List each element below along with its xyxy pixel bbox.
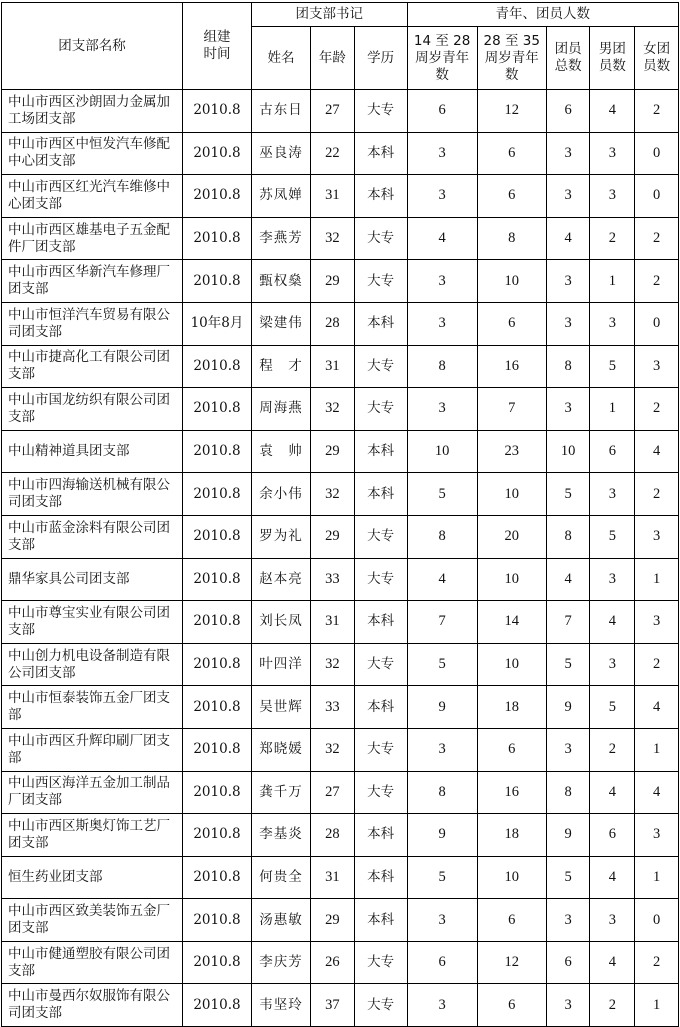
cell-youth-28-35: 12	[477, 941, 546, 984]
cell-youth-14-28: 8	[407, 345, 477, 388]
cell-secretary-name: 袁 帅	[252, 430, 311, 473]
cell-members-total: 6	[546, 941, 590, 984]
table-row	[2, 345, 679, 388]
table-row	[2, 686, 679, 729]
cell-youth-28-35: 6	[477, 899, 546, 942]
cell-youth-14-28: 3	[407, 984, 477, 1027]
cell-secretary-education: 本科	[354, 856, 407, 899]
cell-youth-14-28: 9	[407, 686, 477, 729]
cell-members-total: 3	[546, 388, 590, 431]
cell-members-male: 6	[590, 814, 635, 857]
cell-secretary-education: 本科	[354, 430, 407, 473]
cell-founded: 2010.8	[182, 601, 251, 644]
cell-secretary-education: 大专	[354, 217, 407, 260]
cell-secretary-age: 31	[310, 856, 354, 899]
cell-secretary-education: 本科	[354, 302, 407, 345]
table-row	[2, 728, 679, 771]
cell-secretary-name: 汤惠敏	[252, 899, 311, 942]
cell-members-male: 5	[590, 686, 635, 729]
cell-members-male: 3	[590, 175, 635, 218]
cell-founded: 2010.8	[182, 814, 251, 857]
table-row	[2, 175, 679, 218]
header-members-total: 团员总数	[546, 27, 590, 90]
cell-members-total: 3	[546, 132, 590, 175]
cell-members-total: 9	[546, 686, 590, 729]
cell-members-male: 3	[590, 132, 635, 175]
cell-founded: 2010.8	[182, 473, 251, 516]
cell-members-total: 8	[546, 345, 590, 388]
cell-unit-name: 中山西区海洋五金加工制品厂团支部	[2, 771, 183, 814]
cell-secretary-age: 26	[310, 941, 354, 984]
cell-members-female: 0	[635, 175, 679, 218]
cell-unit-name: 中山市蓝金涂料有限公司团支部	[2, 515, 183, 558]
cell-unit-name: 中山市西区雄基电子五金配件厂团支部	[2, 217, 183, 260]
cell-youth-14-28: 7	[407, 601, 477, 644]
cell-members-female: 0	[635, 302, 679, 345]
cell-unit-name: 鼎华家具公司团支部	[2, 558, 183, 601]
cell-unit-name: 中山市健通塑胶有限公司团支部	[2, 941, 183, 984]
cell-secretary-education: 大专	[354, 345, 407, 388]
cell-founded: 2010.8	[182, 388, 251, 431]
table-body	[2, 90, 679, 1027]
cell-youth-28-35: 14	[477, 601, 546, 644]
header-members-male: 男团员数	[590, 27, 635, 90]
cell-members-male: 2	[590, 984, 635, 1027]
cell-unit-name: 中山市西区升辉印刷厂团支部	[2, 728, 183, 771]
table-row	[2, 941, 679, 984]
cell-secretary-education: 本科	[354, 473, 407, 516]
cell-secretary-education: 本科	[354, 601, 407, 644]
cell-unit-name: 中山精神道具团支部	[2, 430, 183, 473]
cell-unit-name: 中山市西区华新汽车修理厂团支部	[2, 260, 183, 303]
cell-secretary-age: 32	[310, 217, 354, 260]
cell-youth-14-28: 5	[407, 643, 477, 686]
cell-members-total: 4	[546, 558, 590, 601]
cell-secretary-name: 何贵全	[252, 856, 311, 899]
cell-youth-28-35: 8	[477, 217, 546, 260]
cell-founded: 2010.8	[182, 260, 251, 303]
cell-youth-14-28: 5	[407, 473, 477, 516]
cell-youth-14-28: 3	[407, 175, 477, 218]
cell-secretary-name: 李基炎	[252, 814, 311, 857]
cell-founded: 2010.8	[182, 90, 251, 133]
table-row	[2, 984, 679, 1027]
cell-members-male: 4	[590, 771, 635, 814]
cell-secretary-name: 余小伟	[252, 473, 311, 516]
cell-secretary-education: 本科	[354, 175, 407, 218]
cell-secretary-name: 韦坚玲	[252, 984, 311, 1027]
cell-members-female: 1	[635, 558, 679, 601]
cell-youth-28-35: 6	[477, 984, 546, 1027]
cell-founded: 2010.8	[182, 686, 251, 729]
cell-secretary-age: 31	[310, 175, 354, 218]
cell-members-female: 0	[635, 132, 679, 175]
cell-unit-name: 中山市四海输送机械有限公司团支部	[2, 473, 183, 516]
cell-secretary-age: 37	[310, 984, 354, 1027]
cell-secretary-name: 罗为礼	[252, 515, 311, 558]
cell-members-male: 4	[590, 601, 635, 644]
cell-founded: 2010.8	[182, 345, 251, 388]
cell-founded: 2010.8	[182, 132, 251, 175]
cell-members-female: 1	[635, 856, 679, 899]
cell-members-female: 1	[635, 728, 679, 771]
table-row	[2, 899, 679, 942]
cell-youth-14-28: 3	[407, 302, 477, 345]
cell-secretary-age: 29	[310, 260, 354, 303]
table-row	[2, 601, 679, 644]
table-row	[2, 302, 679, 345]
cell-secretary-age: 27	[310, 90, 354, 133]
cell-members-total: 5	[546, 856, 590, 899]
cell-unit-name: 中山市恒洋汽车贸易有限公司团支部	[2, 302, 183, 345]
table-row	[2, 260, 679, 303]
cell-secretary-age: 29	[310, 899, 354, 942]
cell-youth-28-35: 7	[477, 388, 546, 431]
cell-youth-14-28: 10	[407, 430, 477, 473]
cell-secretary-name: 刘长凤	[252, 601, 311, 644]
cell-youth-28-35: 16	[477, 345, 546, 388]
cell-secretary-age: 29	[310, 515, 354, 558]
league-branch-table	[1, 2, 679, 1027]
cell-members-male: 2	[590, 217, 635, 260]
cell-members-male: 3	[590, 473, 635, 516]
cell-members-total: 8	[546, 771, 590, 814]
cell-secretary-age: 27	[310, 771, 354, 814]
cell-members-male: 3	[590, 899, 635, 942]
cell-youth-28-35: 10	[477, 558, 546, 601]
cell-youth-14-28: 6	[407, 941, 477, 984]
cell-members-female: 3	[635, 814, 679, 857]
cell-secretary-age: 31	[310, 601, 354, 644]
cell-unit-name: 中山市国龙纺织有限公司团支部	[2, 388, 183, 431]
cell-secretary-age: 32	[310, 473, 354, 516]
cell-youth-28-35: 23	[477, 430, 546, 473]
cell-unit-name: 中山市恒泰装饰五金厂团支部	[2, 686, 183, 729]
cell-secretary-name: 赵本亮	[252, 558, 311, 601]
cell-members-male: 1	[590, 260, 635, 303]
cell-secretary-education: 大专	[354, 643, 407, 686]
cell-members-male: 3	[590, 302, 635, 345]
table-row	[2, 430, 679, 473]
cell-secretary-name: 李燕芳	[252, 217, 311, 260]
cell-members-female: 2	[635, 217, 679, 260]
cell-members-total: 3	[546, 899, 590, 942]
cell-members-total: 7	[546, 601, 590, 644]
cell-secretary-age: 31	[310, 345, 354, 388]
table-row	[2, 388, 679, 431]
cell-secretary-age: 28	[310, 814, 354, 857]
cell-members-total: 5	[546, 473, 590, 516]
table-row	[2, 643, 679, 686]
cell-unit-name: 中山市尊宝实业有限公司团支部	[2, 601, 183, 644]
cell-secretary-age: 32	[310, 728, 354, 771]
cell-members-total: 8	[546, 515, 590, 558]
cell-unit-name: 中山市西区红光汽车维修中心团支部	[2, 175, 183, 218]
cell-members-male: 6	[590, 430, 635, 473]
cell-youth-28-35: 10	[477, 473, 546, 516]
cell-secretary-name: 甄权燊	[252, 260, 311, 303]
cell-members-female: 3	[635, 515, 679, 558]
header-members-female: 女团员数	[635, 27, 679, 90]
cell-secretary-name: 苏凤婵	[252, 175, 311, 218]
cell-members-female: 3	[635, 601, 679, 644]
cell-secretary-education: 大专	[354, 984, 407, 1027]
table-row	[2, 771, 679, 814]
cell-members-male: 3	[590, 643, 635, 686]
cell-youth-28-35: 10	[477, 856, 546, 899]
cell-secretary-name: 巫良涛	[252, 132, 311, 175]
cell-youth-14-28: 4	[407, 558, 477, 601]
cell-secretary-education: 大专	[354, 515, 407, 558]
cell-youth-28-35: 20	[477, 515, 546, 558]
cell-members-female: 4	[635, 771, 679, 814]
cell-youth-28-35: 16	[477, 771, 546, 814]
cell-youth-14-28: 3	[407, 388, 477, 431]
cell-youth-28-35: 12	[477, 90, 546, 133]
cell-members-total: 4	[546, 217, 590, 260]
cell-secretary-name: 叶四洋	[252, 643, 311, 686]
cell-secretary-age: 33	[310, 558, 354, 601]
cell-founded: 10年8月	[182, 302, 251, 345]
cell-youth-28-35: 6	[477, 728, 546, 771]
cell-secretary-name: 龚千万	[252, 771, 311, 814]
header-founded: 组建时间	[182, 3, 251, 90]
cell-secretary-name: 程 才	[252, 345, 311, 388]
cell-youth-14-28: 9	[407, 814, 477, 857]
cell-secretary-name: 郑晓媛	[252, 728, 311, 771]
cell-secretary-name: 李庆芳	[252, 941, 311, 984]
cell-members-female: 3	[635, 345, 679, 388]
cell-secretary-education: 大专	[354, 260, 407, 303]
cell-members-male: 1	[590, 388, 635, 431]
cell-members-total: 10	[546, 430, 590, 473]
cell-members-male: 5	[590, 515, 635, 558]
cell-secretary-education: 本科	[354, 899, 407, 942]
cell-youth-28-35: 10	[477, 643, 546, 686]
cell-members-total: 3	[546, 728, 590, 771]
cell-founded: 2010.8	[182, 430, 251, 473]
header-secretary-age: 年龄	[310, 27, 354, 90]
cell-youth-28-35: 10	[477, 260, 546, 303]
cell-secretary-name: 梁建伟	[252, 302, 311, 345]
cell-youth-14-28: 4	[407, 217, 477, 260]
cell-unit-name: 中山市捷高化工有限公司团支部	[2, 345, 183, 388]
cell-youth-14-28: 8	[407, 771, 477, 814]
cell-founded: 2010.8	[182, 899, 251, 942]
table-row	[2, 814, 679, 857]
cell-members-total: 3	[546, 984, 590, 1027]
table-row	[2, 515, 679, 558]
table-row	[2, 90, 679, 133]
cell-unit-name: 中山市西区斯奥灯饰工艺厂团支部	[2, 814, 183, 857]
cell-secretary-name: 周海燕	[252, 388, 311, 431]
cell-unit-name: 中山市曼西尔奴服饰有限公司团支部	[2, 984, 183, 1027]
cell-youth-28-35: 18	[477, 686, 546, 729]
cell-secretary-education: 大专	[354, 90, 407, 133]
cell-founded: 2010.8	[182, 856, 251, 899]
cell-youth-14-28: 3	[407, 132, 477, 175]
cell-secretary-age: 28	[310, 302, 354, 345]
cell-members-female: 2	[635, 941, 679, 984]
cell-members-total: 9	[546, 814, 590, 857]
cell-members-male: 5	[590, 345, 635, 388]
cell-members-total: 3	[546, 302, 590, 345]
header-secretary-name: 姓名	[252, 27, 311, 90]
cell-secretary-education: 大专	[354, 941, 407, 984]
cell-members-female: 4	[635, 430, 679, 473]
cell-members-female: 2	[635, 260, 679, 303]
table-row	[2, 217, 679, 260]
header-youth-14-28: 14 至 28 周岁青年数	[407, 27, 477, 90]
cell-secretary-name: 古东日	[252, 90, 311, 133]
cell-secretary-age: 32	[310, 388, 354, 431]
cell-members-total: 3	[546, 260, 590, 303]
cell-youth-28-35: 6	[477, 175, 546, 218]
cell-members-female: 2	[635, 90, 679, 133]
cell-youth-14-28: 6	[407, 90, 477, 133]
cell-secretary-education: 本科	[354, 686, 407, 729]
header-counts-group: 青年、团员人数	[407, 3, 678, 27]
cell-members-female: 2	[635, 643, 679, 686]
cell-youth-14-28: 3	[407, 899, 477, 942]
cell-members-total: 5	[546, 643, 590, 686]
cell-secretary-age: 33	[310, 686, 354, 729]
table-header	[2, 3, 679, 90]
cell-founded: 2010.8	[182, 175, 251, 218]
cell-unit-name: 中山市西区中恒发汽车修配中心团支部	[2, 132, 183, 175]
cell-secretary-education: 大专	[354, 771, 407, 814]
cell-secretary-age: 22	[310, 132, 354, 175]
cell-secretary-education: 大专	[354, 728, 407, 771]
cell-youth-14-28: 8	[407, 515, 477, 558]
cell-members-female: 2	[635, 473, 679, 516]
cell-secretary-age: 32	[310, 643, 354, 686]
cell-founded: 2010.8	[182, 984, 251, 1027]
table-row	[2, 558, 679, 601]
table-row	[2, 473, 679, 516]
cell-secretary-age: 29	[310, 430, 354, 473]
cell-members-male: 3	[590, 558, 635, 601]
table-row	[2, 856, 679, 899]
table-row	[2, 132, 679, 175]
cell-secretary-education: 本科	[354, 132, 407, 175]
cell-unit-name: 中山市西区致美装饰五金厂团支部	[2, 899, 183, 942]
cell-youth-28-35: 6	[477, 132, 546, 175]
header-unit-name: 团支部名称	[2, 3, 183, 90]
cell-youth-14-28: 5	[407, 856, 477, 899]
header-youth-28-35: 28 至 35 周岁青年数	[477, 27, 546, 90]
cell-founded: 2010.8	[182, 771, 251, 814]
cell-unit-name: 中山市西区沙朗固力金属加工场团支部	[2, 90, 183, 133]
cell-youth-14-28: 3	[407, 260, 477, 303]
cell-secretary-education: 本科	[354, 814, 407, 857]
cell-members-male: 2	[590, 728, 635, 771]
cell-secretary-name: 吴世辉	[252, 686, 311, 729]
cell-members-male: 4	[590, 90, 635, 133]
cell-founded: 2010.8	[182, 643, 251, 686]
cell-founded: 2010.8	[182, 941, 251, 984]
cell-founded: 2010.8	[182, 728, 251, 771]
cell-members-total: 6	[546, 90, 590, 133]
cell-members-female: 2	[635, 388, 679, 431]
cell-members-female: 1	[635, 984, 679, 1027]
cell-members-total: 3	[546, 175, 590, 218]
cell-youth-28-35: 18	[477, 814, 546, 857]
cell-youth-14-28: 3	[407, 728, 477, 771]
cell-secretary-education: 大专	[354, 388, 407, 431]
cell-secretary-education: 大专	[354, 558, 407, 601]
cell-members-female: 4	[635, 686, 679, 729]
cell-members-male: 4	[590, 856, 635, 899]
cell-youth-28-35: 6	[477, 302, 546, 345]
cell-founded: 2010.8	[182, 558, 251, 601]
cell-founded: 2010.8	[182, 217, 251, 260]
header-secretary-education: 学历	[354, 27, 407, 90]
cell-founded: 2010.8	[182, 515, 251, 558]
cell-unit-name: 恒生药业团支部	[2, 856, 183, 899]
cell-members-male: 4	[590, 941, 635, 984]
cell-unit-name: 中山创力机电设备制造有限公司团支部	[2, 643, 183, 686]
cell-members-female: 0	[635, 899, 679, 942]
header-secretary-group: 团支部书记	[252, 3, 408, 27]
